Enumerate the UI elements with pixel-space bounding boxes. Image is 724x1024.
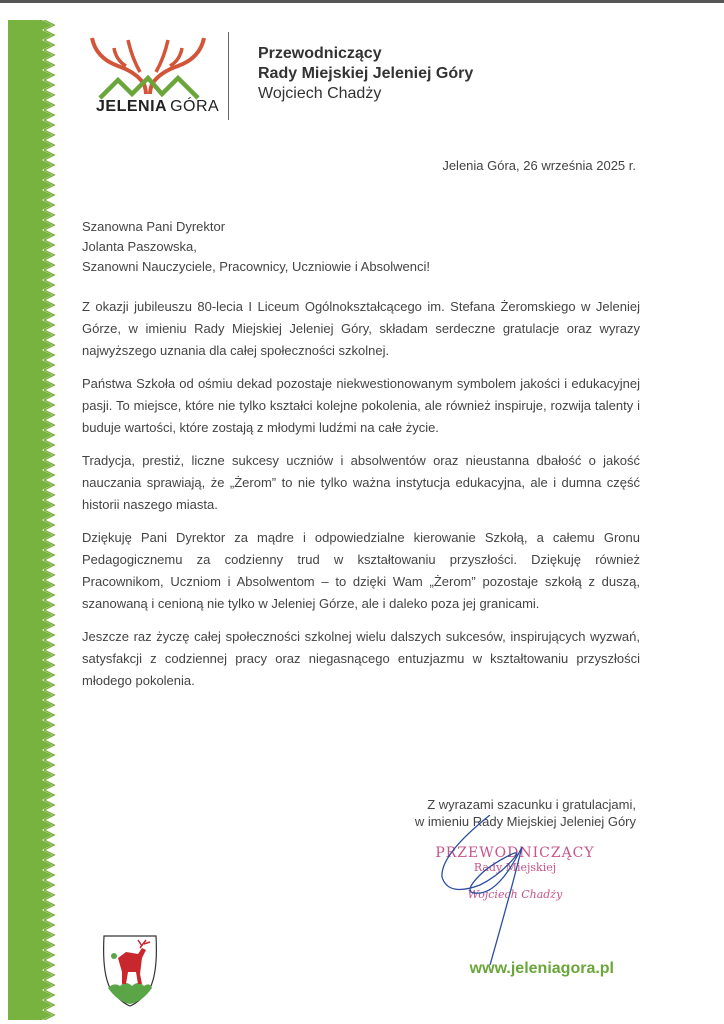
- green-side-band: [8, 20, 42, 1020]
- logo-wordmark: JELENIA GÓRA: [96, 98, 220, 115]
- letterhead-name: Wojciech Chadży: [258, 85, 382, 102]
- paragraph: Tradycja, prestiż, liczne sukcesy uczniów i absolwentów oraz nieustanna dbałość o jakość nauczania sprawiają, że „Żerom” to nie tylko ważna instytucja edukacyjna, ale i dumna część historii naszego miasta.: [82, 453, 640, 512]
- letter-body: [82, 296, 640, 703]
- paragraph: Z okazji jubileuszu 80-lecia I Liceum Ogólnokształcącego im. Stefana Żeromskiego w Jeleniej Górze, w imieniu Rady Miejskiej Jeleniej Góry, składam serdeczne gratulacje oraz wyrazy najwyższego uznania dla całej społeczności szkolnej.: [82, 299, 640, 358]
- website-link[interactable]: www.jeleniagora.pl: [469, 960, 614, 977]
- letterhead: [258, 44, 473, 104]
- stamp-title: PRZEWODNICZĄCY: [435, 845, 595, 861]
- zigzag-border: [42, 20, 56, 1020]
- paragraph: Państwa Szkoła od ośmiu dekad pozostaje niekwestionowanym symbolem jakości i edukacyjnej pasji. To miejsce, które nie tylko kształci kolejne pokolenia, ale również inspiruje, rozwija talenty i buduje wartości, które zostają z młodymi ludźmi na całe życie.: [82, 376, 640, 435]
- stamp-name: Wojciech Chadży: [467, 888, 563, 901]
- paragraph: Jeszcze raz życzę całej społeczności szkolnej wielu dalszych sukcesów, inspirujących wyzwań, satysfakcji z codziennej pracy oraz niegasnącego entuzjazmu w kształtowaniu przyszłości młodego pokolenia.: [82, 629, 640, 688]
- handwritten-signature-icon: [420, 815, 580, 965]
- stamp-subtitle: Rady Miejskiej: [473, 861, 557, 874]
- header-divider: [228, 32, 229, 120]
- scan-top-edge: [0, 0, 724, 3]
- city-coat-of-arms-icon: [100, 932, 160, 1008]
- salutation-line: Szanowni Nauczyciele, Pracownicy, Uczniowie i Absolwenci!: [82, 259, 431, 274]
- letterhead-title-line1: Przewodniczący: [258, 45, 382, 62]
- salutation-line: Szanowna Pani Dyrektor: [82, 219, 226, 234]
- paragraph: Dziękuję Pani Dyrektor za mądre i odpowiedzialne kierowanie Szkołą, a całemu Gronu Pedagogicznemu za codzienny trud w kształtowaniu przyszłości. Dziękuję również Pracownikom, Uczniom i Absolwentom – to dzięki Wam „Żerom” pozostaje szkołą z duszą, szanowaną i cenioną nie tylko w Jeleniej Górze, ale i daleko poza jej granicami.: [82, 530, 640, 611]
- salutation-line: Jolanta Paszowska,: [82, 239, 197, 254]
- letter-date: Jelenia Góra, 26 września 2025 r.: [442, 158, 636, 173]
- closing-line: Z wyrazami szacunku i gratulacjami,: [427, 797, 636, 812]
- letterhead-title-line2: Rady Miejskiej Jeleniej Góry: [258, 65, 474, 82]
- salutation: [82, 217, 430, 277]
- closing-line: w imieniu Rady Miejskiej Jeleniej Góry: [414, 814, 636, 829]
